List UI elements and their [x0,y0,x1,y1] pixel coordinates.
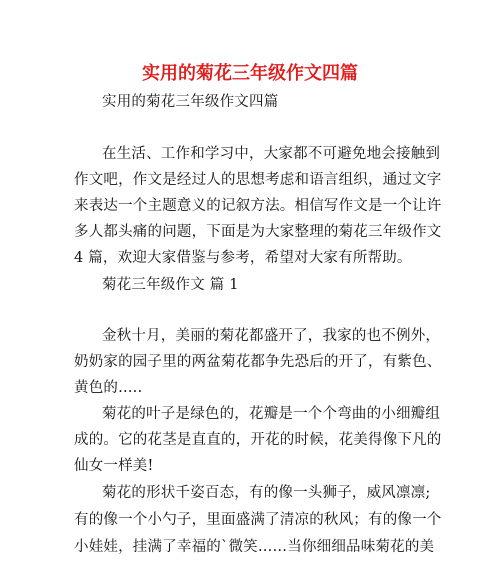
body-line: 奶奶家的园子里的两盆菊花都争先恐后的开了，有紫色、 [74,354,442,370]
body-line: 仙女一样美! [74,458,154,474]
body-line: 小娃娃，挂满了幸福的`微笑……当你细细品味菊花的美 [74,539,435,555]
body-line: 菊花的形状千姿百态，有的像一头狮子，威风凛凛; [102,485,431,501]
body-line: 有的像一个小勺子，里面盛满了清凉的秋风；有的像一个 [74,512,442,528]
body-line: 菊花的叶子是绿色的，花瓣是一个个弯曲的小细瓣组 [102,406,441,422]
intro-line: 4 篇，欢迎大家借鉴与参考，希望对大家有所帮助。 [74,250,412,266]
body-line: 金秋十月，美丽的菊花都盛开了，我家的也不例外， [102,328,441,344]
intro-line: 多人都头痛的问题，下面是为大家整理的菊花三年级作文 [74,224,442,240]
intro-line: 来表达一个主题意义的记叙方法。相信写作文是一个让许 [74,198,442,214]
document-title: 实用的菊花三年级作文四篇 [142,63,358,84]
body-line: 黄色的.…. [74,380,143,396]
document-subtitle: 实用的菊花三年级作文四篇 [102,94,279,110]
body-line: 成的。它的花茎是直直的，开花的时候，花美得像下凡的 [74,432,442,448]
intro-line: 在生活、工作和学习中，大家都不可避免地会接触到 [102,146,441,162]
intro-line: 作文吧，作文是经过人的思想考虑和语言组织，通过文字 [74,172,442,188]
section-heading: 菊花三年级作文 篇 1 [102,277,239,293]
